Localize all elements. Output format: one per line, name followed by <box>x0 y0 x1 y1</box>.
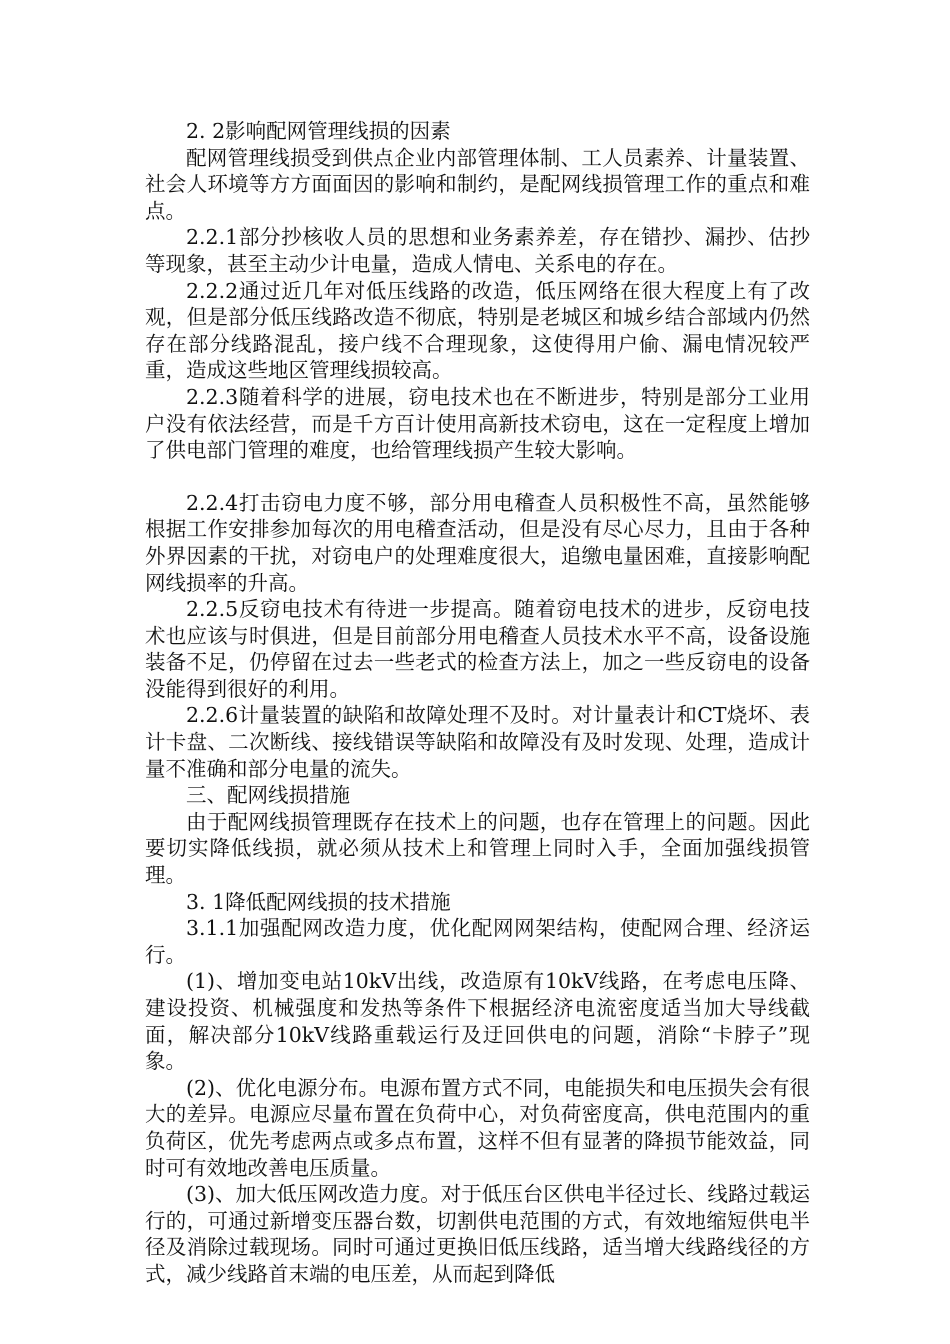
item-2-2-3: 2.2.3随着科学的进展，窃电技术也在不断进步，特别是部分工业用户没有依法经营，而是千方百计使用高新技术窃电，这在一定程度上增加了供电部门管理的难度，也给管理线损产生较大影响。 <box>145 384 810 463</box>
section-heading-3-1: 3. 1降低配网线损的技术措施 <box>186 889 451 914</box>
item-2-2-2: 2.2.2通过近几年对低压线路的改造，低压网络在很大程度上有了改观，但是部分低压线路改造不彻底，特别是老城区和城乡结合部域内仍然存在部分线路混乱，接户线不合理现象，这使得用户偷、漏电情况较严重，造成这些地区管理线损较高。 <box>145 278 810 383</box>
list-item-3: (3)、加大低压网改造力度。对于低压台区供电半径过长、线路过载运行的，可通过新增变压器台数，切割供电范围的方式，有效地缩短供电半径及消除过载现场。同时可通过更换旧低压线路，适当增大线路线径的方式，减少线路首末端的电压差，从而起到降低 <box>145 1182 810 1286</box>
item-2-2-5: 2.2.5反窃电技术有待进一步提高。随着窃电技术的进步，反窃电技术也应该与时俱进，但是目前部分用电稽查人员技术水平不高，设备设施装备不足，仍停留在过去一些老式的检查方法上，加之一些反窃电的设备没能得到很好的利用。 <box>145 597 810 701</box>
section-heading-2-2: 2. 2影响配网管理线损的因素 <box>186 119 451 143</box>
item-2-2-1: 2.2.1部分抄核收人员的思想和业务素养差，存在错抄、漏抄、估抄等现象，甚至主动少计电量，造成人情电、关系电的存在。 <box>145 225 810 276</box>
section-heading-3: 三、配网线损措施 <box>186 783 350 808</box>
document-body <box>145 118 810 1288</box>
body-paragraph: 配网管理线损受到供点企业内部管理体制、工人员素养、计量装置、社会人环境等方方面面因的影响和制约，是配网线损管理工作的重点和难点。 <box>145 145 810 223</box>
item-2-2-4: 2.2.4打击窃电力度不够，部分用电稽查人员积极性不高，虽然能够根据工作安排参加每次的用电稽查活动，但是没有尽心尽力，且由于各种外界因素的干扰，对窃电户的处理难度很大，追缴电量困难，直接影响配网线损率的升高。 <box>145 490 810 595</box>
list-item-1: (1)、增加变电站10kV出线，改造原有10kV线路，在考虑电压降、建设投资、机械强度和发热等条件下根据经济电流密度适当加大导线截面，解决部分10kV线路重载运行及迂回供电的问题，消除“卡脖子”现象。 <box>145 969 810 1074</box>
item-3-1-1: 3.1.1加强配网改造力度，优化配网网架结构，使配网合理、经济运行。 <box>145 916 810 967</box>
list-item-2: (2)、优化电源分布。电源布置方式不同，电能损失和电压损失会有很大的差异。电源应尽量布置在负荷中心，对负荷密度高，供电范围内的重负荷区，优先考虑两点或多点布置，这样不但有显著的降损节能效益，同时可有效地改善电压质量。 <box>145 1075 810 1180</box>
body-paragraph: 由于配网线损管理既存在技术上的问题，也存在管理上的问题。因此要切实降低线损，就必须从技术上和管理上同时入手，全面加强线损管理。 <box>145 809 810 888</box>
item-2-2-6: 2.2.6计量装置的缺陷和故障处理不及时。对计量表计和CT烧坏、表计卡盘、二次断线、接线错误等缺陷和故障没有及时发现、处理，造成计量不准确和部分电量的流失。 <box>145 703 810 781</box>
